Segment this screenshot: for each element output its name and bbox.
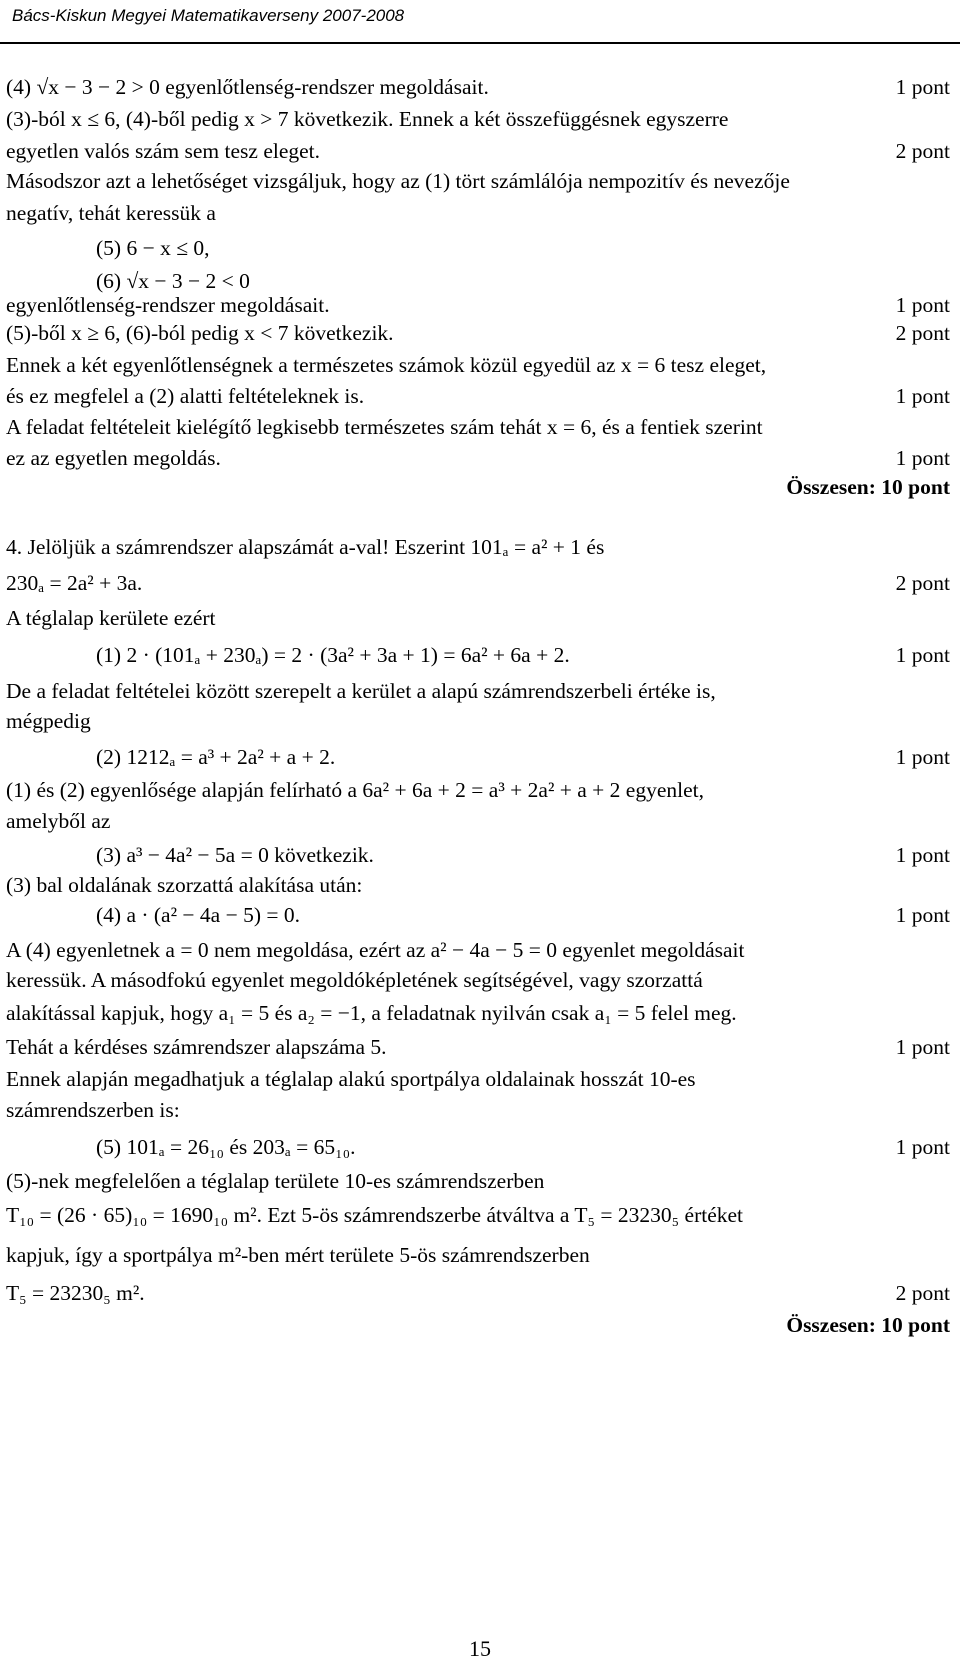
text-line xyxy=(6,412,950,442)
text-line xyxy=(6,233,950,263)
text-line xyxy=(6,603,950,633)
line-text: (2) 1212ₐ = a³ + 2a² + a + 2. xyxy=(96,745,336,769)
text-line xyxy=(6,532,950,562)
text-line xyxy=(6,706,950,736)
line-text: Tehát a kérdéses számrendszer alapszáma 5. xyxy=(6,1035,387,1059)
line-text: (3) bal oldalának szorzattá alakítása után: xyxy=(6,873,363,897)
line-text: 4. Jelöljük a számrendszer alapszámát a-val! Eszerint 101ₐ = a² + 1 és xyxy=(6,535,605,559)
text-line xyxy=(6,1278,950,1308)
header-rule xyxy=(0,42,960,44)
total-score: Összesen: 10 pont xyxy=(786,1313,950,1337)
text-line xyxy=(6,840,950,870)
running-header: Bács-Kiskun Megyei Matematikaverseny 2007-2008 xyxy=(12,6,405,25)
score: 1 pont xyxy=(895,446,950,470)
text-line xyxy=(6,1310,950,1340)
text-line xyxy=(6,350,950,380)
text-line xyxy=(6,381,950,411)
line-text: (5) 101ₐ = 26₁₀ és 203ₐ = 65₁₀. xyxy=(96,1135,356,1159)
score: 1 pont xyxy=(895,1135,950,1159)
score: 1 pont xyxy=(895,75,950,99)
text-line xyxy=(6,1095,950,1125)
line-text: (6) √x − 3 − 2 < 0 xyxy=(96,269,250,293)
text-line xyxy=(6,1200,950,1230)
line-text: (5)-ből x ≥ 6, (6)-ból pedig x < 7 következik. xyxy=(6,321,394,345)
line-text: (5)-nek megfelelően a téglalap területe 10-es számrendszerben xyxy=(6,1169,545,1193)
text-line xyxy=(6,1132,950,1162)
line-text: egyenlőtlenség-rendszer megoldásait. xyxy=(6,293,330,317)
text-line xyxy=(6,775,950,805)
line-text: Ennek alapján megadhatjuk a téglalap alakú sportpálya oldalainak hosszát 10-es xyxy=(6,1067,696,1091)
text-line xyxy=(6,1032,950,1062)
text-line xyxy=(6,198,950,228)
line-text: (5) 6 − x ≤ 0, xyxy=(96,236,210,260)
text-line xyxy=(6,935,950,965)
text-line xyxy=(6,72,950,102)
line-text: ez az egyetlen megoldás. xyxy=(6,446,221,470)
line-text: A téglalap kerülete ezért xyxy=(6,606,216,630)
text-line xyxy=(6,136,950,166)
text-line xyxy=(6,870,950,900)
line-text: egyetlen valós szám sem tesz eleget. xyxy=(6,139,321,163)
score: 1 pont xyxy=(895,745,950,769)
score: 1 pont xyxy=(895,843,950,867)
line-text: kapjuk, így a sportpálya m²-ben mért területe 5-ös számrendszerben xyxy=(6,1243,590,1267)
text-line xyxy=(6,443,950,473)
text-line xyxy=(6,104,950,134)
score: 1 pont xyxy=(895,903,950,927)
text-line xyxy=(6,166,950,196)
line-text: amelyből az xyxy=(6,809,111,833)
text-line xyxy=(6,640,950,670)
line-text: mégpedig xyxy=(6,709,91,733)
score: 2 pont xyxy=(895,571,950,595)
score: 1 pont xyxy=(895,293,950,317)
text-line xyxy=(6,965,950,995)
text-line xyxy=(6,1240,950,1270)
score: 2 pont xyxy=(895,321,950,345)
line-text: Ennek a két egyenlőtlenségnek a természetes számok közül egyedül az x = 6 tesz eleget, xyxy=(6,353,767,377)
score: 2 pont xyxy=(895,139,950,163)
text-line xyxy=(6,806,950,836)
score: 1 pont xyxy=(895,643,950,667)
text-line xyxy=(6,568,950,598)
text-line xyxy=(6,290,950,320)
line-text: alakítással kapjuk, hogy a₁ = 5 és a₂ = −1, a feladatnak nyilván csak a₁ = 5 felel meg. xyxy=(6,1001,737,1025)
line-text: T₅ = 23230₅ m². xyxy=(6,1281,145,1305)
line-text: (1) és (2) egyenlősége alapján felírható a 6a² + 6a + 2 = a³ + 2a² + a + 2 egyenlet, xyxy=(6,778,705,802)
line-text: (1) 2 · (101ₐ + 230ₐ) = 2 · (3a² + 3a + 1) = 6a² + 6a + 2. xyxy=(96,643,570,667)
text-line xyxy=(6,900,950,930)
line-text: és ez megfelel a (2) alatti feltételeknek is. xyxy=(6,384,365,408)
page-number: 15 xyxy=(469,1636,491,1661)
line-text: negatív, tehát keressük a xyxy=(6,201,216,225)
line-text: (3)-ból x ≤ 6, (4)-ből pedig x > 7 következik. Ennek a két összefüggésnek egyszerre xyxy=(6,107,729,131)
text-line xyxy=(6,318,950,348)
text-line xyxy=(6,1166,950,1196)
total-score: Összesen: 10 pont xyxy=(786,475,950,499)
line-text: számrendszerben is: xyxy=(6,1098,180,1122)
score: 1 pont xyxy=(895,1035,950,1059)
score: 1 pont xyxy=(895,384,950,408)
line-text: T₁₀ = (26 · 65)₁₀ = 1690₁₀ m². Ezt 5-ös számrendszerbe átváltva a T₅ = 23230₅ értéket xyxy=(6,1203,744,1227)
line-text: A (4) egyenletnek a = 0 nem megoldása, ezért az a² − 4a − 5 = 0 egyenlet megoldásait xyxy=(6,938,745,962)
line-text: (4) a · (a² − 4a − 5) = 0. xyxy=(96,903,300,927)
line-text: Másodszor azt a lehetőséget vizsgáljuk, hogy az (1) tört számlálója nempozitív és nevezője xyxy=(6,169,790,193)
text-line xyxy=(6,998,950,1028)
text-line xyxy=(6,472,950,502)
text-line xyxy=(6,742,950,772)
line-text: (3) a³ − 4a² − 5a = 0 következik. xyxy=(96,843,374,867)
line-text: 230ₐ = 2a² + 3a. xyxy=(6,571,143,595)
score: 2 pont xyxy=(895,1281,950,1305)
line-text: keressük. A másodfokú egyenlet megoldóképletének segítségével, vagy szorzattá xyxy=(6,968,703,992)
line-text: A feladat feltételeit kielégítő legkisebb természetes szám tehát x = 6, és a fentiek szerint xyxy=(6,415,763,439)
text-line xyxy=(6,676,950,706)
line-text: (4) √x − 3 − 2 > 0 egyenlőtlenség-rendszer megoldásait. xyxy=(6,75,489,99)
line-text: De a feladat feltételei között szerepelt a kerület a alapú számrendszerbeli értéke is, xyxy=(6,679,716,703)
text-line xyxy=(6,1064,950,1094)
